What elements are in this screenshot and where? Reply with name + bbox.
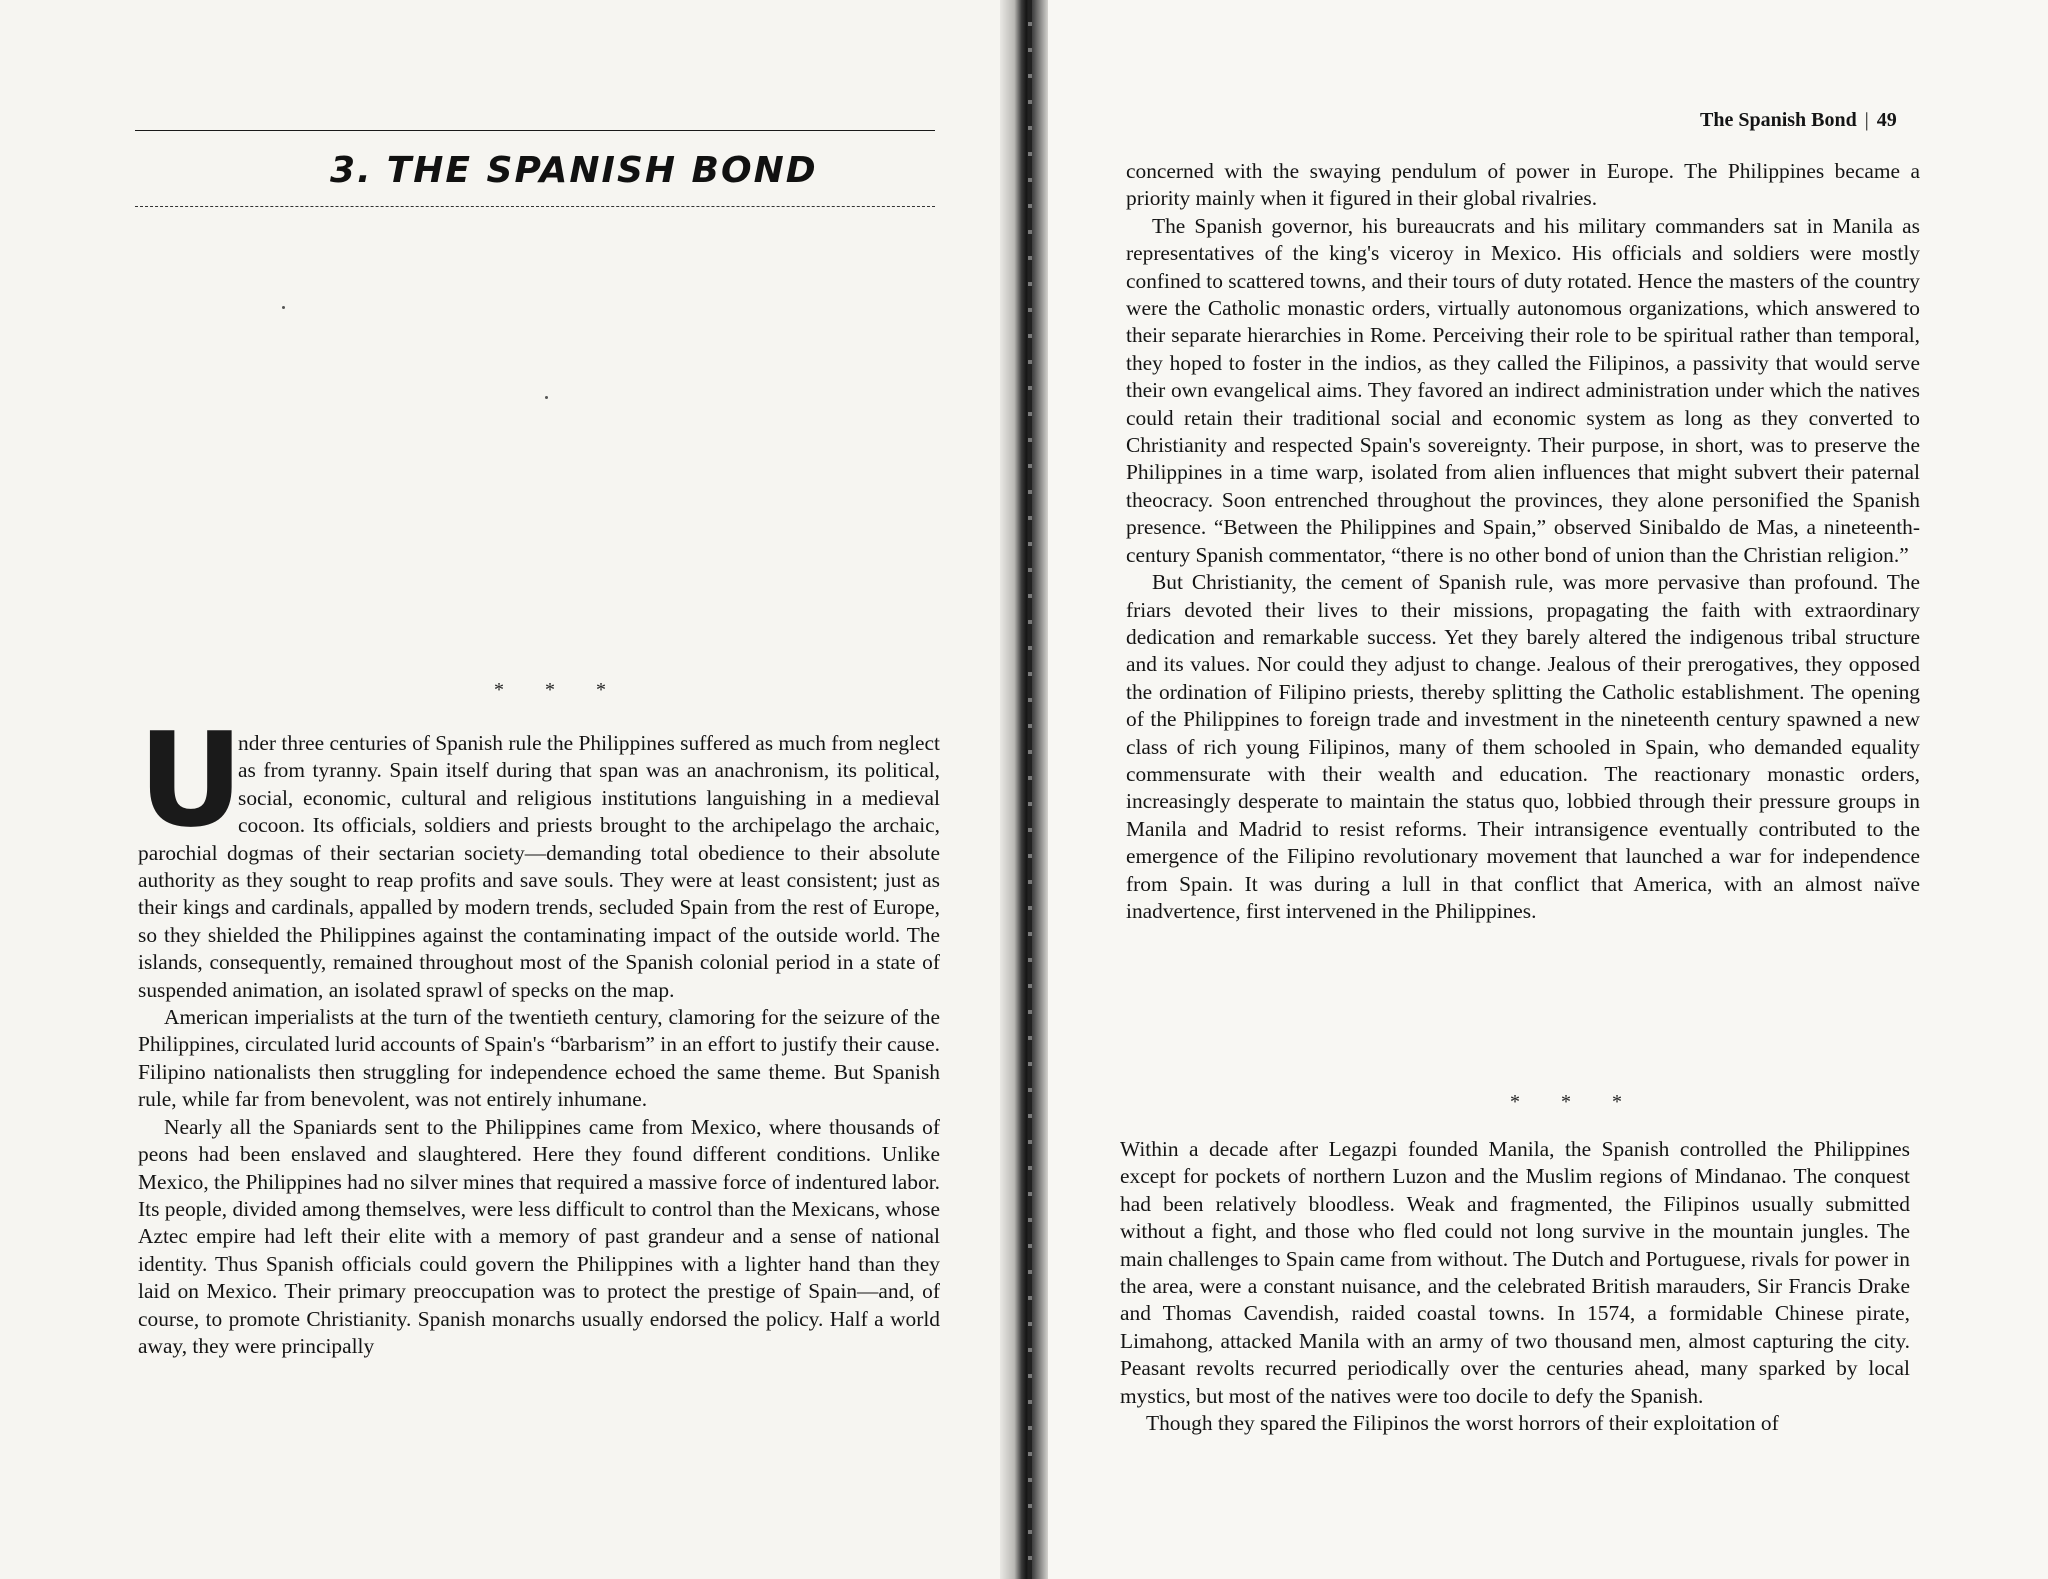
right-body-text-top [1126,158,1920,925]
paragraph-2: American imperialists at the turn of the twentieth century, clamoring for the seizure of the Philippines, circulated lurid accounts of Spain's “barbarism” in an effort to justify their cause. Filipino nationalists then struggling for independence echoed the same theme. But Spanish rule, while far from benevolent, was not entirely inhumane. [138,1005,940,1112]
section-break-right: * * * [1510,1091,1640,1113]
speck [282,306,285,309]
paragraph-exploitation: Though they spared the Filipinos the worst horrors of their exploitation of [1146,1411,1779,1436]
left-page [0,0,1000,1579]
paragraph-legazpi: Within a decade after Legazpi founded Manila, the Spanish controlled the Philippines except for pockets of northern Luzon and the Muslim regions of Mindanao. The conquest had been relatively bloodless. Weak and fragmented, the Filipinos usually submitted without a fight, and those who fled could not long survive in the mountain jungles. The main challenges to Spain came from without. The Dutch and Portuguese, rivals for power in the area, were a constant nuisance, and the celebrated British marauders, Sir Francis Drake and Thomas Cavendish, raided coastal towns. In 1574, a formidable Chinese pirate, Limahong, attacked Manila with an army of two thousand men, almost capturing the city. Peasant revolts recurred periodically over the centuries ahead, many sparked by local mystics, but most of the natives were too docile to defy the Spanish. [1120,1137,1910,1408]
drop-cap: U [138,704,244,856]
paragraph-3: Nearly all the Spaniards sent to the Philippines came from Mexico, where thousands of peons had been enslaved and slaughtered. Here they found different conditions. Unlike Mexico, the Philippines had no silver mines that required a massive force of indentured labor. Its people, divided among themselves, were less difficult to control than the Mexicans, whose Aztec empire had left their elite with a memory of past grandeur and a sense of national identity. Thus Spanish officials could govern the Philippines with a lighter hand than they laid on Mexico. Their primary preoccupation was to protect the prestige of Spain—and, of course, to promote Christianity. Spanish monarchs usually endorsed the policy. Half a world away, they were principally [138,1114,940,1358]
chapter-rule-top [135,130,935,131]
chapter-heading [330,146,830,196]
chapter-number: 3. [330,150,373,191]
speck [545,396,548,399]
paragraph-1 [138,704,940,1004]
chapter-title: THE SPANISH BOND [386,150,818,191]
paragraph-christianity: But Christianity, the cement of Spanish rule, was more pervasive than profound. The friars devoted their lives to their missions, propagating the faith with extraordinary dedication and remarkable success. Yet they barely altered the indigenous tribal structure and its values. Nor could they adjust to change. Jealous of their prerogatives, they opposed the ordination of Filipino priests, thereby splitting the Catholic establishment. The opening of the Philippines to foreign trade and investment in the nineteenth century spawned a new class of rich young Filipinos, many of them schooled in Spain, who demanded equality commensurate with their wealth and education. The reactionary monastic orders, increasingly desperate to maintain the status quo, lobbied through their pressure groups in Manila and Madrid to resist reforms. Their intransigence eventually contributed to the emergence of the Filipino revolutionary movement that launched a war for independence from Spain. It was during a lull in that conflict that America, with an almost naïve inadvertence, first intervened in the Philippines. [1126,570,1920,923]
running-head [1700,106,1932,134]
chapter-rule-bottom [135,206,935,207]
paragraph-1-text: nder three centuries of Spanish rule the Philippines suffered as much from neglect as from tyranny. Spain itself during that span was an anachronism, its political, social, economic, cultural and religious institutions languishing in a medieval cocoon. Its officials, soldiers and priests brought to the archipelago the archaic, parochial dogmas of their sectarian society—demanding total obedience to their absolute authority as they sought to reap profits and save souls. They were at least consistent; just as their kings and cardinals, appalled by modern trends, secluded Spain from the rest of Europe, so they shielded the Philippines against the contaminating impact of the outside world. The islands, consequently, remained throughout most of the Spanish colonial period in a state of suspended animation, an isolated sprawl of specks on the map. [138,731,940,1002]
running-head-title: The Spanish Bond [1700,109,1857,131]
running-head-separator: | [1864,109,1869,131]
right-body-text-bottom [1120,1136,1910,1437]
section-break: * * * [494,679,624,701]
paragraph-continuation: concerned with the swaying pendulum of power in Europe. The Philippines became a priority mainly when it figured in their global rivalries. [1126,159,1920,211]
page-number: 49 [1876,109,1897,131]
left-body-text [138,704,940,1360]
paragraph-governor: The Spanish governor, his bureaucrats and his military commanders sat in Manila as representatives of the king's viceroy in Mexico. His officials and soldiers were mostly confined to scattered towns, and their tours of duty rotated. Hence the masters of the country were the Catholic monastic orders, virtually autonomous organizations, which answered to their separate hierarchies in Rome. Perceiving their role to be spiritual rather than temporal, they hoped to foster in the indios, as they called the Filipinos, a passivity that would serve their own evangelical aims. They favored an indirect administration under which the natives could retain their traditional social and economic system as long as they converted to Christianity and respected Spain's sovereignty. Their purpose, in short, was to preserve the Philippines in a time warp, isolated from alien influences that might subvert their paternal theocracy. Soon entrenched throughout the provinces, they alone personified the Spanish presence. “Between the Philippines and Spain,” observed Sinibaldo de Mas, a nineteenth-century Spanish commentator, “there is no other bond of union than the Christian religion.” [1126,213,1920,567]
book-spine-gutter [1000,0,1048,1579]
